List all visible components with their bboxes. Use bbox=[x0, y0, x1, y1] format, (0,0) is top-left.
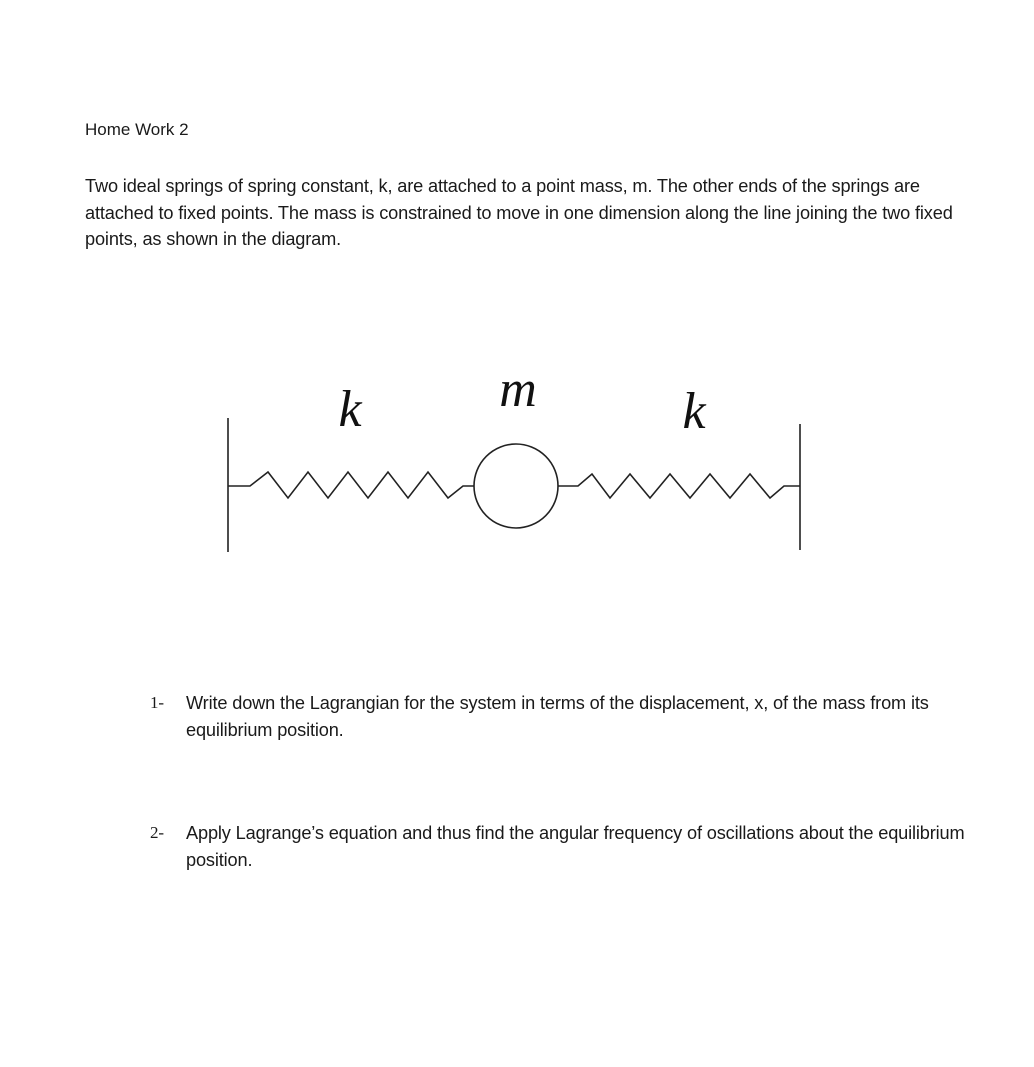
question-item bbox=[150, 820, 970, 873]
spring-mass-diagram bbox=[200, 360, 840, 570]
question-text: Apply Lagrange’s equation and thus find the angular frequency of oscillations about the equilibrium position. bbox=[186, 823, 965, 870]
right-spring bbox=[558, 474, 800, 498]
right-spring-label: k bbox=[682, 383, 706, 440]
mass-label: m bbox=[499, 361, 537, 418]
question-number: 2- bbox=[150, 823, 164, 842]
page-title: Home Work 2 bbox=[85, 120, 189, 139]
question-number: 1- bbox=[150, 693, 164, 712]
question-text: Write down the Lagrangian for the system in terms of the displacement, x, of the mass from its equilibrium position. bbox=[186, 693, 929, 740]
left-spring-label: k bbox=[338, 381, 362, 438]
mass-circle bbox=[474, 444, 558, 528]
question-item bbox=[150, 690, 970, 743]
left-spring bbox=[228, 472, 474, 498]
intro-paragraph: Two ideal springs of spring constant, k, are attached to a point mass, m. The other ends of the springs are attached to fixed points. The mass is constrained to move in one dimension along the line joining the two fixed points, as shown in the diagram. bbox=[85, 176, 953, 249]
